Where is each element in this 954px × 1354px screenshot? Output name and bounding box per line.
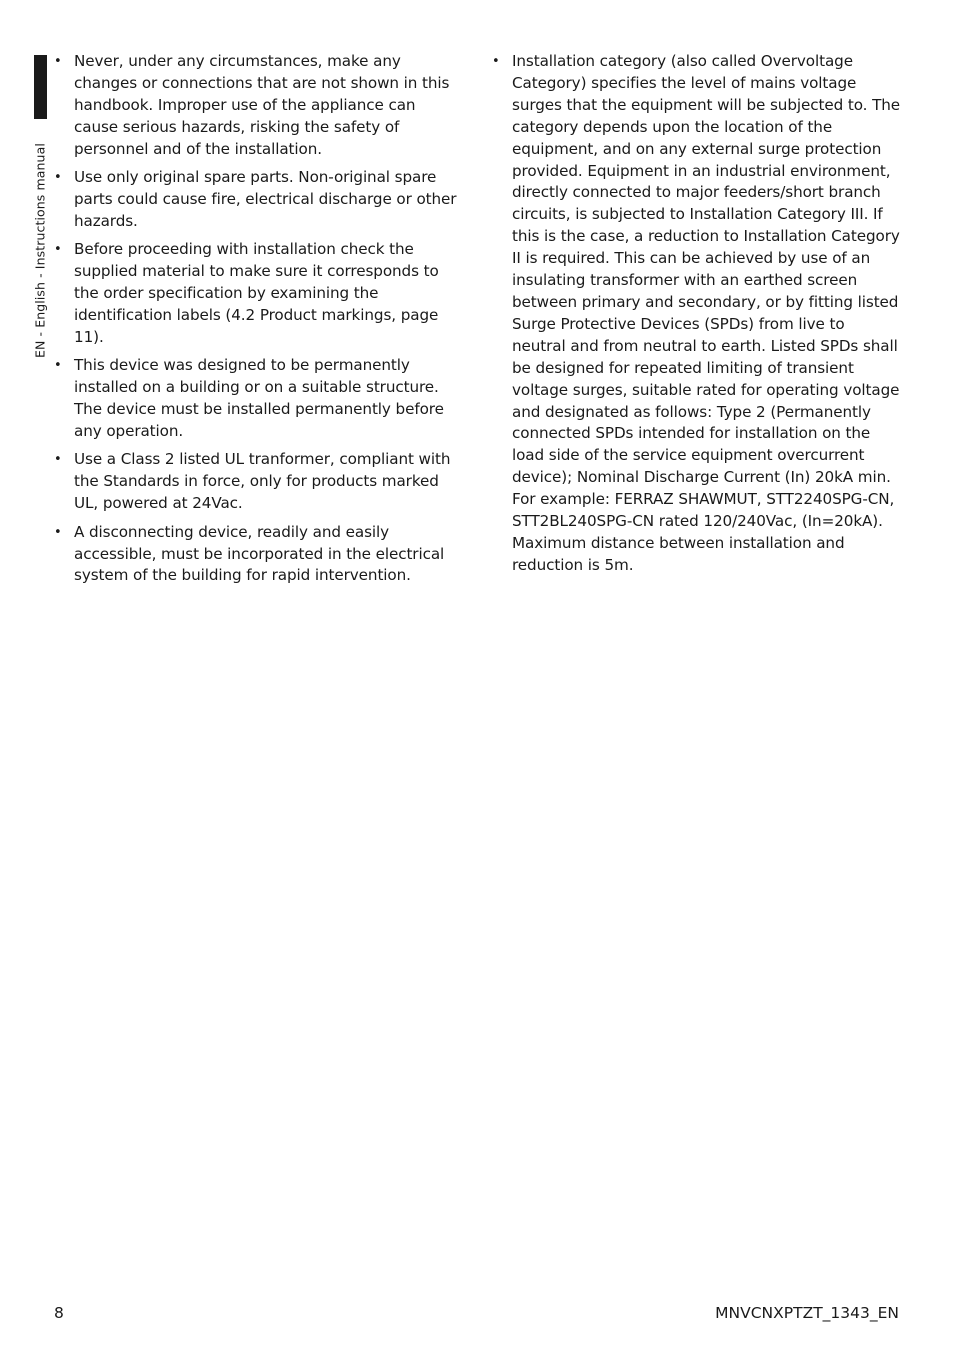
bullet-icon: • xyxy=(54,170,62,186)
list-item xyxy=(492,51,902,577)
list-item xyxy=(54,51,459,161)
list-item-text: Use only original spare parts. Non-original spare parts could cause fire, electrical discharge or other hazards. xyxy=(74,168,457,230)
document-code: MNVCNXPTZT_1343_EN xyxy=(715,1304,899,1322)
left-column-list xyxy=(54,51,459,594)
list-item-text: This device was designed to be permanently installed on a building or on a suitable structure. The device must be installed permanently before any operation. xyxy=(74,356,444,440)
bullet-icon: • xyxy=(54,358,62,374)
list-item-text: Use a Class 2 listed UL tranformer, compliant with the Standards in force, only for products marked UL, powered at 24Vac. xyxy=(74,450,451,513)
list-item xyxy=(54,355,459,443)
bullet-icon: • xyxy=(492,54,500,69)
right-column-list xyxy=(492,51,902,577)
bullet-icon: • xyxy=(54,524,62,540)
list-item xyxy=(54,167,459,233)
list-item-text: A disconnecting device, readily and easily accessible, must be incorporated in the electrical system of the building for rapid intervention. xyxy=(74,522,445,585)
list-item-text: Installation category (also called Overvoltage Category) specifies the level of mains voltage surges that the equipment will be subjected to. The category depends upon the location of the equipment, and on any external surge protection provided. Equipment in an industrial environment, directly connected to major feeders/short branch circuits, is subjected to Installation Category III. If this is the case, a reduction to Installation Category II is required. This can be achieved by use of an insulating transformer with an earthed screen between primary and secondary, or by fitting listed Surge Protective Devices (SPDs) from live to neutral and from neutral to earth. Listed SPDs shall be designed for repeated limiting of transient voltage surges, suitable rated for operating voltage and designated as follows: Type 2 (Permanently connected SPDs intended for installation on the load side of the service equipment overcurrent device); Nominal Discharge Current (In) 20kA min. For example: FERRAZ SHAWMUT, STT2240SPG-CN, STT2BL240SPG-CN rated 120/240Vac, (In=20kA). Maximum distance between installation and reduction is 5m. xyxy=(512,52,901,574)
list-item xyxy=(54,449,459,515)
list-item xyxy=(54,239,459,349)
section-marker-bar xyxy=(34,55,47,119)
list-item-text: Never, under any circumstances, make any changes or connections that are not shown in this handbook. Improper use of the appliance can cause serious hazards, risking the safety of personnel and of the installation. xyxy=(74,52,450,158)
page-number: 8 xyxy=(54,1304,64,1322)
list-item-text: Before proceeding with installation check the supplied material to make sure it corresponds to the order specification by examining the identification labels (4.2 Product markings, page 11). xyxy=(74,240,439,346)
bullet-icon: • xyxy=(54,54,62,69)
bullet-icon: • xyxy=(54,452,62,468)
bullet-icon: • xyxy=(54,242,62,258)
list-item xyxy=(54,522,459,588)
section-side-label: EN - English - Instructions manual xyxy=(32,143,48,358)
